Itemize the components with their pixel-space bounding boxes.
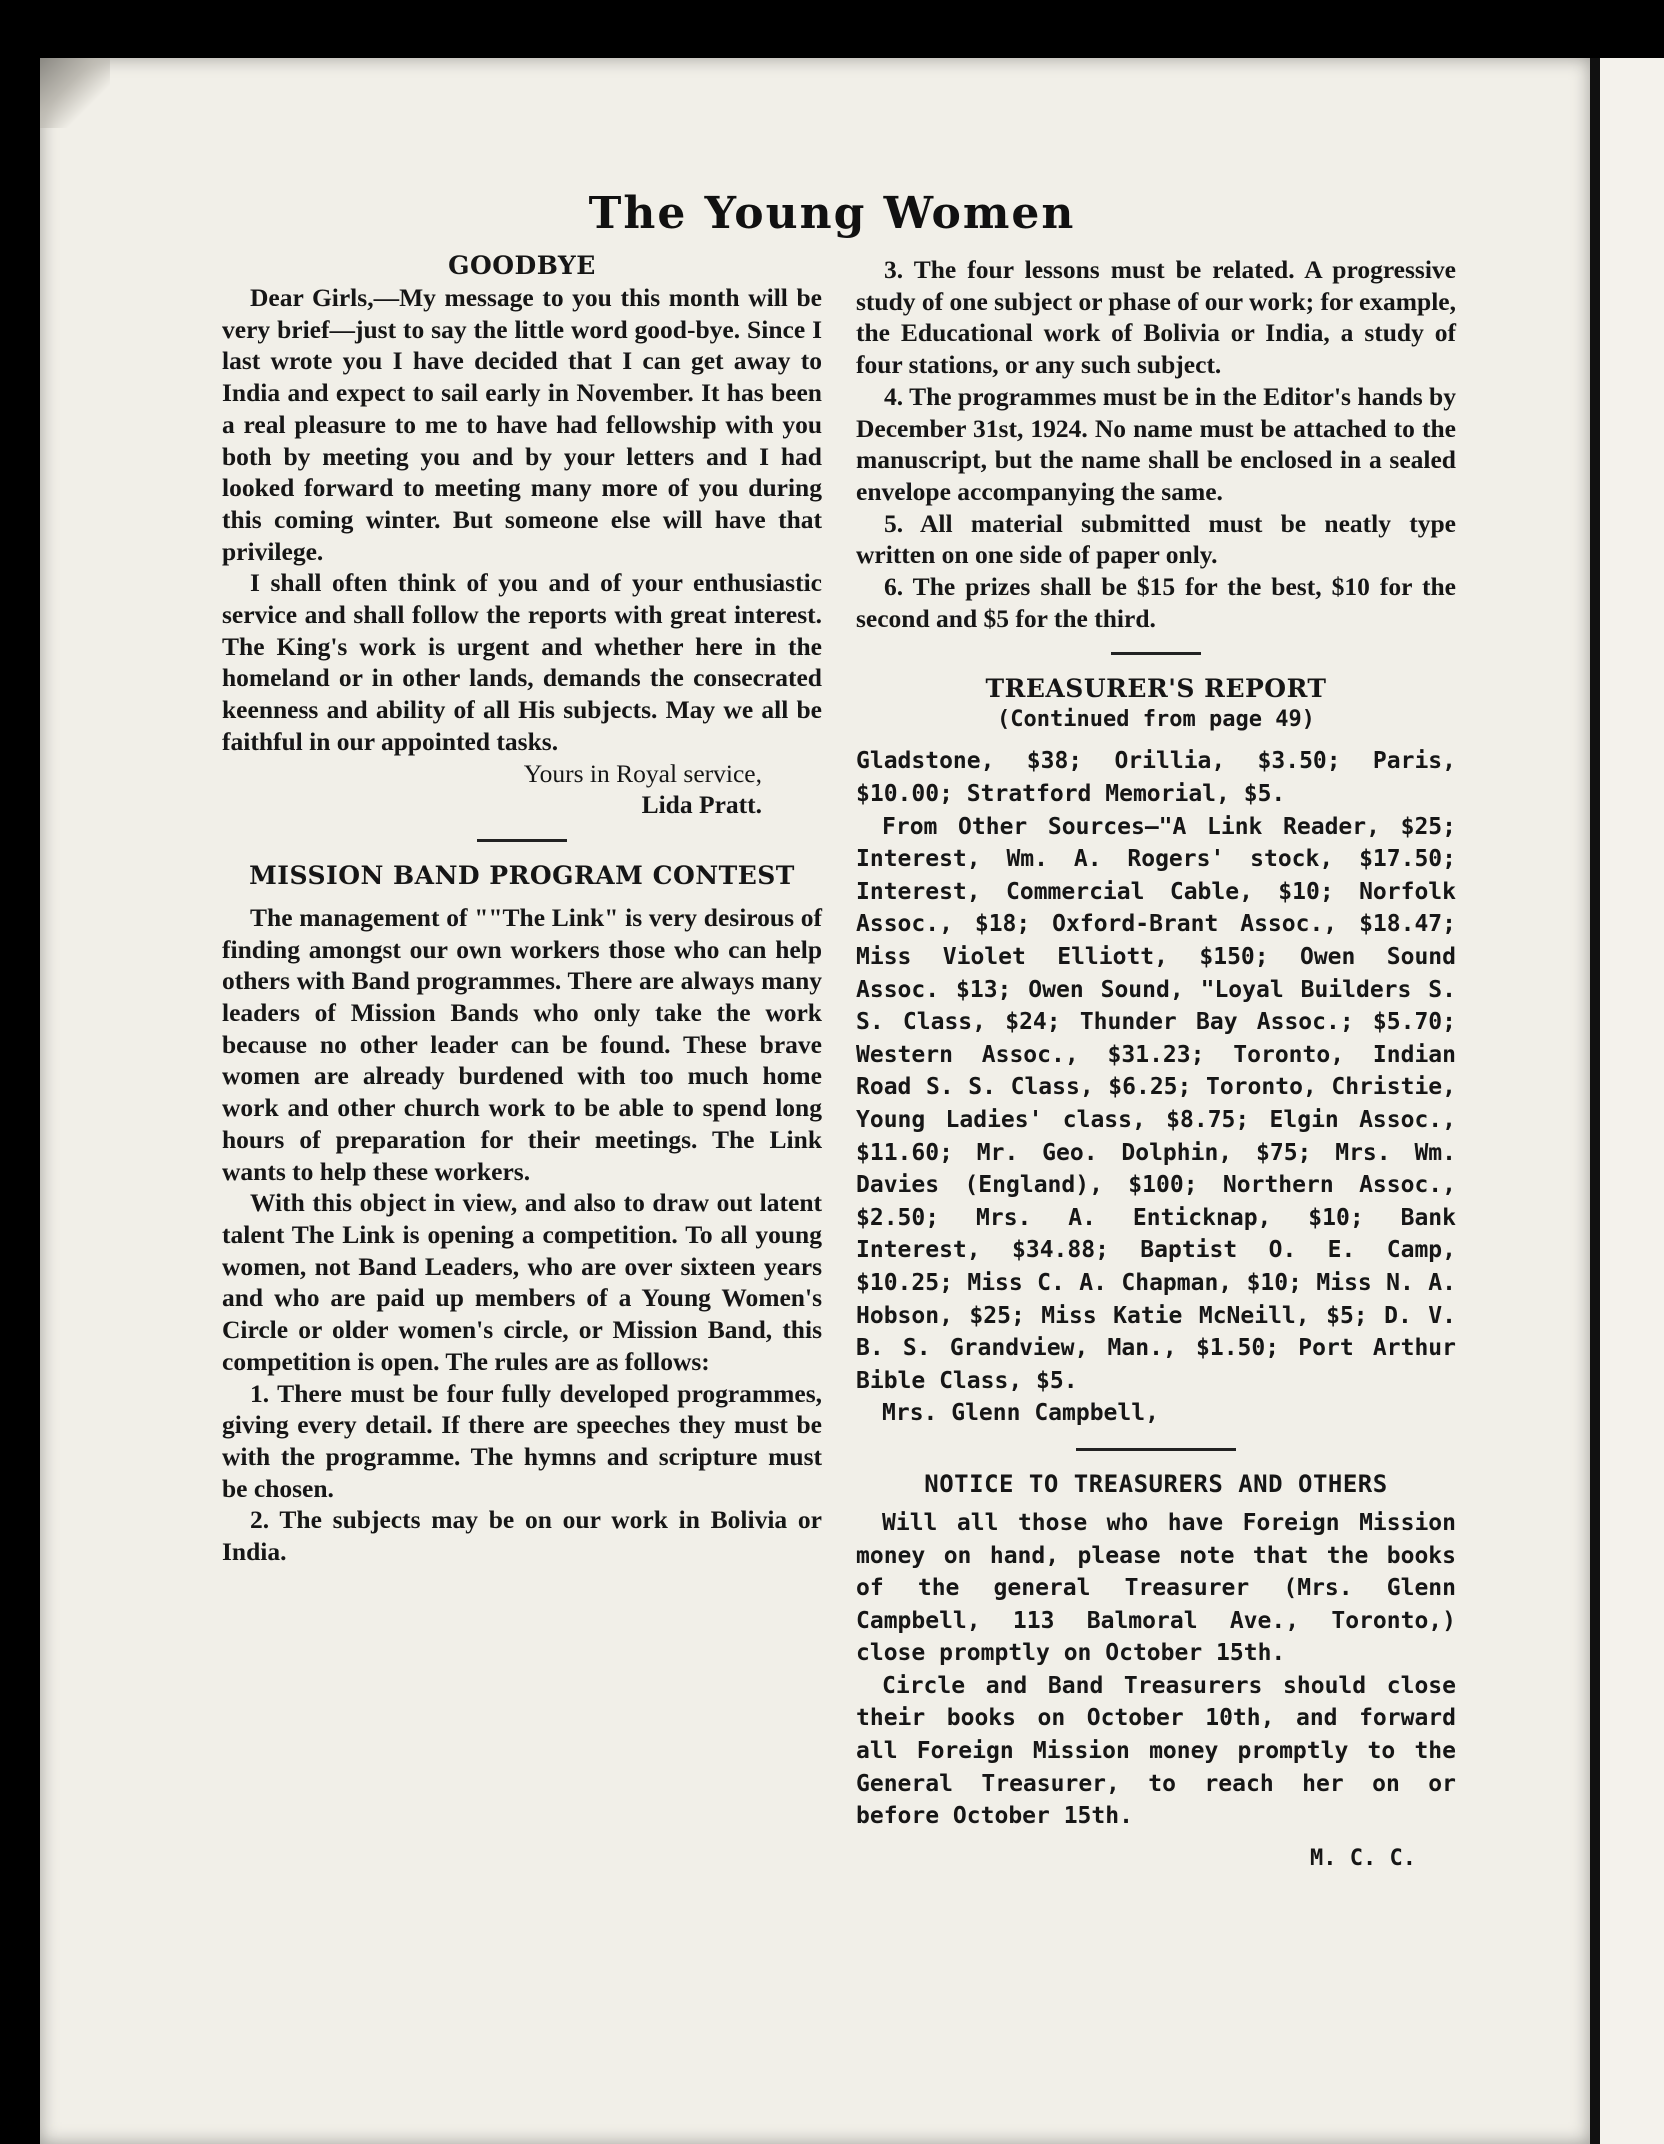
contest-rule-3: 3. The four lessons must be related. A progressive study of one subject or phase of our work; for example, the Educational work of Bolivia or India, a study of four stations, or any such subject. xyxy=(856,255,1456,380)
goodbye-signature: Lida Pratt. xyxy=(641,790,762,820)
treasurer-report-heading: TREASURER'S REPORT xyxy=(985,674,1327,704)
notice-paragraph-2: Circle and Band Treasurers should close their books on October 10th, and forward all Foreign Mission money promptly to the General Treasurer, to reach her on or before October 15th. xyxy=(856,1672,1456,1830)
adjacent-page-edge xyxy=(1590,58,1664,2144)
section-title: The Young Women xyxy=(588,188,1076,239)
contest-paragraph-1: The management of ""The Link" is very desirous of finding amongst our own workers those who can help others with Band programmes. There are always many leaders of Mission Bands who only take the work because no other leader can be found. These brave women are already burdened with too much home work and other church work to be able to spend long hours of preparation for their meetings. The Link wants to help these workers. xyxy=(222,902,822,1186)
goodbye-paragraph-2: I shall often think of you and of your enthusiastic service and shall follow the reports with great interest. The King's work is urgent and whether here in the homeland or in other lands, demands the consecrated keenness and ability of all His subjects. May we all be faithful in our appointed tasks. xyxy=(222,568,822,756)
treasurer-report-paragraph-1: Gladstone, $38; Orillia, $3.50; Paris, $10.00; Stratford Memorial, $5. xyxy=(856,748,1456,808)
goodbye-closing: Yours in Royal service, xyxy=(523,758,762,788)
divider-rule xyxy=(1076,1448,1236,1451)
contest-rule-6: 6. The prizes shall be $15 for the best, $10 for the second and $5 for the third. xyxy=(856,572,1456,633)
contest-rule-4: 4. The programmes must be in the Editor's hands by December 31st, 1924. No name must be attached to the manuscript, but the name shall be enclosed in a sealed envelope accompanying the same. xyxy=(856,381,1456,506)
treasurer-report-signature: Mrs. Glenn Campbell, xyxy=(882,1400,1159,1427)
divider-rule xyxy=(477,839,567,842)
contest-rule-2: 2. The subjects may be on our work in Bolivia or India. xyxy=(222,1505,822,1567)
right-column xyxy=(856,254,1456,1875)
notice-body xyxy=(856,1507,1456,1833)
contest-rule-1: 1. There must be four fully developed programmes, giving every detail. If there are speeches they must be with the programme. The hymns and scripture must be chosen. xyxy=(222,1378,822,1503)
notice-paragraph-1: Will all those who have Foreign Mission money on hand, please note that the books of the general Treasurer (Mrs. Glenn Campbell, 113 Balmoral Ave., Toronto,) close promptly on October 15th. xyxy=(856,1509,1456,1667)
notice-heading: NOTICE TO TREASURERS AND OTHERS xyxy=(924,1469,1388,1498)
left-column xyxy=(222,250,822,1568)
treasurer-report-paragraph-2: From Other Sources—"A Link Reader, $25; Interest, Wm. A. Rogers' stock, $17.50; Interest, Commercial Cable, $10; Norfolk Assoc., $18; Oxford-Brant Assoc., $18.47; Miss Violet Elliott, $150; Owen Sound Assoc. $13; Owen Sound, "Loyal Builders S. S. Class, $24; Thunder Bay Assoc.; $5.70; Western Assoc., $31.23; Toronto, Indian Road S. S. Class, $6.25; Toronto, Christie, Young Ladies' class, $8.75; Elgin Assoc., $11.60; Mr. Geo. Dolphin, $75; Mrs. Wm. Davies (England), $100; Northern Assoc., $2.50; Mrs. A. Enticknap, $10; Bank Interest, $34.88; Baptist O. E. Camp, $10.25; Miss C. A. Chapman, $10; Miss N. A. Hobson, $25; Miss Katie McNeill, $5; D. V. B. S. Grandview, Man., $1.50; Port Arthur Bible Class, $5. xyxy=(856,813,1456,1394)
divider-rule xyxy=(1111,652,1201,655)
contest-rule-5: 5. All material submitted must be neatly type written on one side of paper only. xyxy=(856,508,1456,570)
contest-heading: MISSION BAND PROGRAM CONTEST xyxy=(249,860,795,890)
page-corner-shadow xyxy=(40,58,110,128)
treasurer-report-subheading: (Continued from page 49) xyxy=(997,707,1315,733)
contest-paragraph-2: With this object in view, and also to draw out latent talent The Link is opening a competition. To all young women, not Band Leaders, who are over sixteen years and who are paid up members of a Young Women's Circle or older women's circle, or Mission Band, this competition is open. The rules are as follows: xyxy=(222,1188,822,1376)
treasurer-report-body xyxy=(856,745,1456,1429)
goodbye-heading: GOODBYE xyxy=(448,251,596,280)
scan-top-border xyxy=(0,0,1664,58)
notice-initials: M. C. C. xyxy=(1310,1845,1416,1871)
goodbye-paragraph-1: Dear Girls,—My message to you this month will be very brief—just to say the little word good-bye. Since I last wrote you I have decided that I can get away to India and expect to sail early in November. It has been a real pleasure to me to have had fellowship with you both by meeting you and by your letters and I had looked forward to meeting many more of you during this coming winter. But someone else will have that privilege. xyxy=(222,283,822,566)
